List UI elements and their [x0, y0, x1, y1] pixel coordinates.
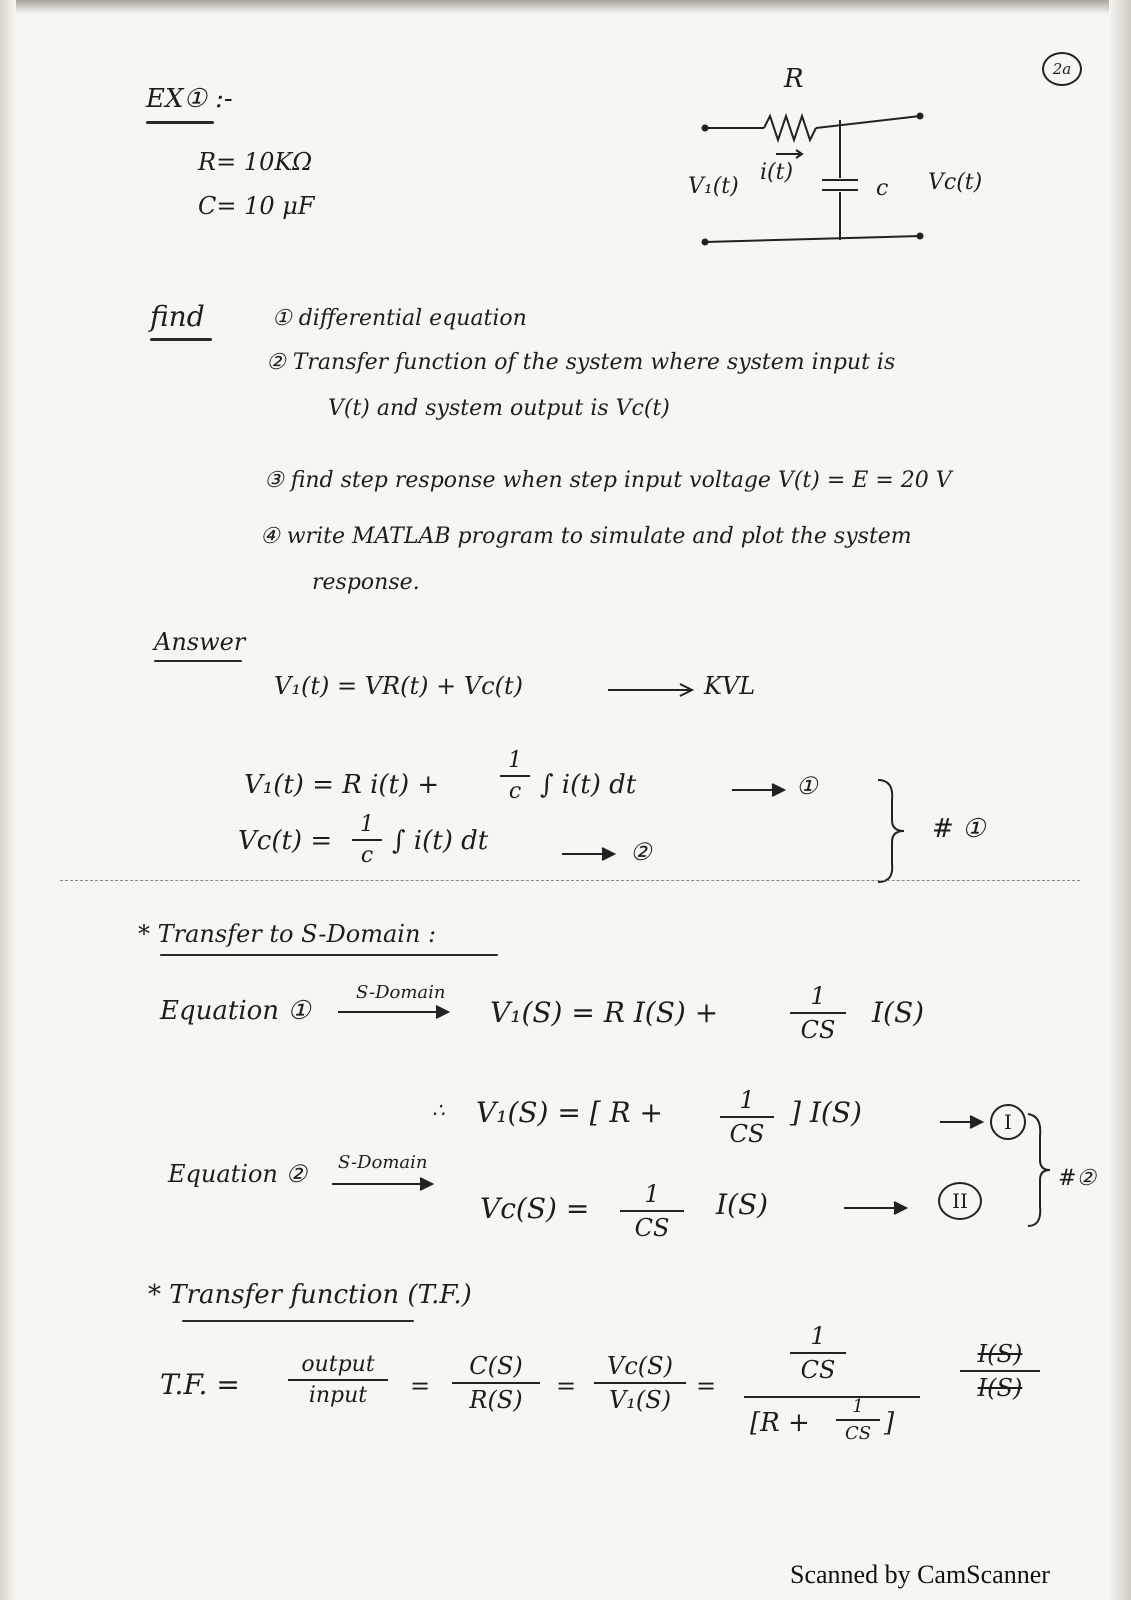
- eq2-fraction-bar: [352, 839, 382, 841]
- title-underline: [146, 121, 214, 124]
- sdomain-heading-underline: [160, 954, 498, 956]
- circuit-input-label: V₁(t): [688, 174, 739, 199]
- answer-brace: [872, 776, 912, 886]
- find-item-3: ③ find step response when step input voltage V(t) = E = 20 V: [264, 468, 952, 493]
- find-underline: [150, 338, 212, 341]
- tf-f1-num: output: [301, 1352, 375, 1377]
- kvl-arrow: [606, 680, 696, 700]
- page-number: 2a: [1042, 52, 1082, 86]
- tf-f3-bar: [594, 1382, 686, 1384]
- tf-f4-num-fraction: [790, 1322, 846, 1384]
- eq1-arrow: [730, 780, 790, 800]
- sdomain-arrow1: [336, 1002, 456, 1022]
- find-label: find: [150, 300, 205, 333]
- kvl-equation: V₁(t) = VR(t) + Vc(t): [274, 672, 523, 700]
- eq2-fraction-num: 1: [360, 812, 374, 837]
- tf-f4-den-close: ]: [884, 1408, 895, 1438]
- tf-f4-den-den: CS: [844, 1423, 872, 1444]
- sdomain-eq1a: V₁(S) = R I(S) +: [490, 996, 719, 1029]
- sdomain-brace-tag: #②: [1058, 1166, 1097, 1191]
- eq2-left: Vc(t) =: [238, 826, 333, 856]
- sdomain-eq1a-fraction: [790, 982, 846, 1044]
- sdomain-eq1b: V₁(S) = [ R +: [476, 1096, 664, 1129]
- scanner-watermark: Scanned by CamScanner: [790, 1560, 1050, 1589]
- sdomain-brace: [1020, 1110, 1060, 1230]
- circuit-current-label: i(t): [760, 160, 794, 185]
- tf-f4-main-bar: [744, 1396, 920, 1398]
- tf-f4-den: [R +: [750, 1408, 810, 1438]
- tf-f1: [288, 1352, 388, 1408]
- sdomain-eq1b-den: CS: [729, 1120, 765, 1148]
- tf-f4-num-num: 1: [810, 1322, 826, 1350]
- tf-eq-3: =: [696, 1372, 717, 1400]
- eq2-arrow: [560, 844, 620, 864]
- tf-f3-num: Vc(S): [607, 1352, 673, 1380]
- answer-brace-tag: # ①: [932, 814, 986, 844]
- eq1-fraction-num: 1: [508, 748, 522, 773]
- sdomain-eq1a-num: 1: [810, 982, 826, 1010]
- tf-eq-1: =: [410, 1372, 431, 1400]
- sdomain-heading: * Transfer to S-Domain :: [138, 920, 437, 948]
- eq2-rest: ∫ i(t) dt: [392, 826, 489, 856]
- sdomain-eq2-rest: I(S): [716, 1188, 769, 1221]
- answer-underline: [154, 660, 242, 662]
- example-title: EX① :-: [146, 84, 233, 114]
- sdomain-eq2-label: Equation ②: [168, 1160, 308, 1188]
- tf-lhs: T.F. =: [160, 1368, 240, 1401]
- find-item-4: ④ write MATLAB program to simulate and plot the system: [260, 524, 912, 549]
- tf-f2-bar: [452, 1382, 540, 1384]
- eq1-rest: ∫ i(t) dt: [540, 770, 637, 800]
- page-edge-right: [1109, 0, 1131, 1600]
- sdomain-eq2-den: CS: [634, 1214, 670, 1242]
- find-item-2: ② Transfer function of the system where system input is: [266, 350, 896, 375]
- eq2-fraction-den: c: [360, 843, 374, 868]
- sdomain-eq2-fraction: [620, 1180, 684, 1242]
- find-item-4-cont: response.: [312, 570, 420, 595]
- tf-f2-den: R(S): [469, 1386, 523, 1414]
- sdomain-eq1a-rest: I(S): [872, 996, 925, 1029]
- circuit-output-label: Vc(t): [928, 170, 983, 195]
- sdomain-eq1b-num: 1: [739, 1086, 755, 1114]
- sdomain-arrow1-label: S-Domain: [356, 982, 446, 1003]
- tf-f3: [594, 1352, 686, 1414]
- find-item-2-cont: V(t) and system output is Vc(t): [328, 396, 670, 421]
- tf-f5: [960, 1340, 1040, 1402]
- eq2-tag: ②: [630, 838, 652, 866]
- tf-heading-underline: [182, 1320, 414, 1322]
- eq1-left: V₁(t) = R i(t) +: [244, 770, 440, 800]
- sdomain-eq1b-tag: I: [990, 1104, 1026, 1140]
- sdomain-eq2-arrow: [842, 1198, 912, 1218]
- given-resistance: R= 10KΩ: [198, 148, 313, 176]
- page-edge-top: [0, 0, 1131, 14]
- tf-f1-den: input: [308, 1383, 368, 1408]
- tf-f5-bar: [960, 1370, 1040, 1372]
- given-capacitance: C= 10 μF: [198, 192, 315, 220]
- tf-f4-den-fraction: [836, 1396, 880, 1444]
- sdomain-eq1a-bar: [790, 1012, 846, 1014]
- sdomain-eq1a-den: CS: [800, 1016, 836, 1044]
- kvl-label: KVL: [704, 672, 756, 700]
- tf-eq-2: =: [556, 1372, 577, 1400]
- circuit-cap-label: c: [876, 176, 889, 201]
- tf-f4-num-bar: [790, 1352, 846, 1354]
- section-divider: [60, 880, 1080, 881]
- sdomain-therefore: ∴: [432, 1098, 445, 1122]
- find-item-1: ① differential equation: [272, 306, 527, 331]
- tf-f4-num-den: CS: [800, 1356, 836, 1384]
- rc-circuit-diagram: [690, 68, 990, 268]
- eq1-tag: ①: [796, 772, 818, 800]
- tf-f1-bar: [288, 1379, 388, 1381]
- tf-f4-den-num: 1: [852, 1396, 864, 1417]
- sdomain-eq1b-arrow: [938, 1112, 988, 1132]
- tf-f3-den: V₁(S): [608, 1386, 672, 1414]
- sdomain-eq2-bar: [620, 1210, 684, 1212]
- sdomain-eq1b-rest: ] I(S): [790, 1096, 862, 1129]
- answer-label: Answer: [154, 628, 246, 656]
- sdomain-arrow2-label: S-Domain: [338, 1152, 428, 1173]
- tf-f2-num: C(S): [469, 1352, 523, 1380]
- sdomain-eq1-label: Equation ①: [160, 996, 311, 1026]
- eq1-fraction-den: c: [508, 779, 522, 804]
- sdomain-eq2: Vc(S) =: [480, 1192, 590, 1225]
- sdomain-eq2-num: 1: [644, 1180, 660, 1208]
- eq2-fraction: [352, 812, 382, 868]
- tf-f5-num: I(S): [977, 1340, 1023, 1368]
- sdomain-eq2-tag: II: [938, 1182, 982, 1220]
- circuit-r-label: R: [784, 64, 804, 94]
- tf-f5-den: I(S): [977, 1374, 1023, 1402]
- page-edge-left: [0, 0, 16, 1600]
- tf-f2: [452, 1352, 540, 1414]
- eq1-fraction-bar: [500, 775, 530, 777]
- eq1-fraction: [500, 748, 530, 804]
- tf-heading: * Transfer function (T.F.): [148, 1280, 472, 1310]
- sdomain-eq1b-fraction: [720, 1086, 774, 1148]
- tf-f4-den-bar: [836, 1419, 880, 1421]
- sdomain-arrow2: [330, 1174, 440, 1194]
- sdomain-eq1b-bar: [720, 1116, 774, 1118]
